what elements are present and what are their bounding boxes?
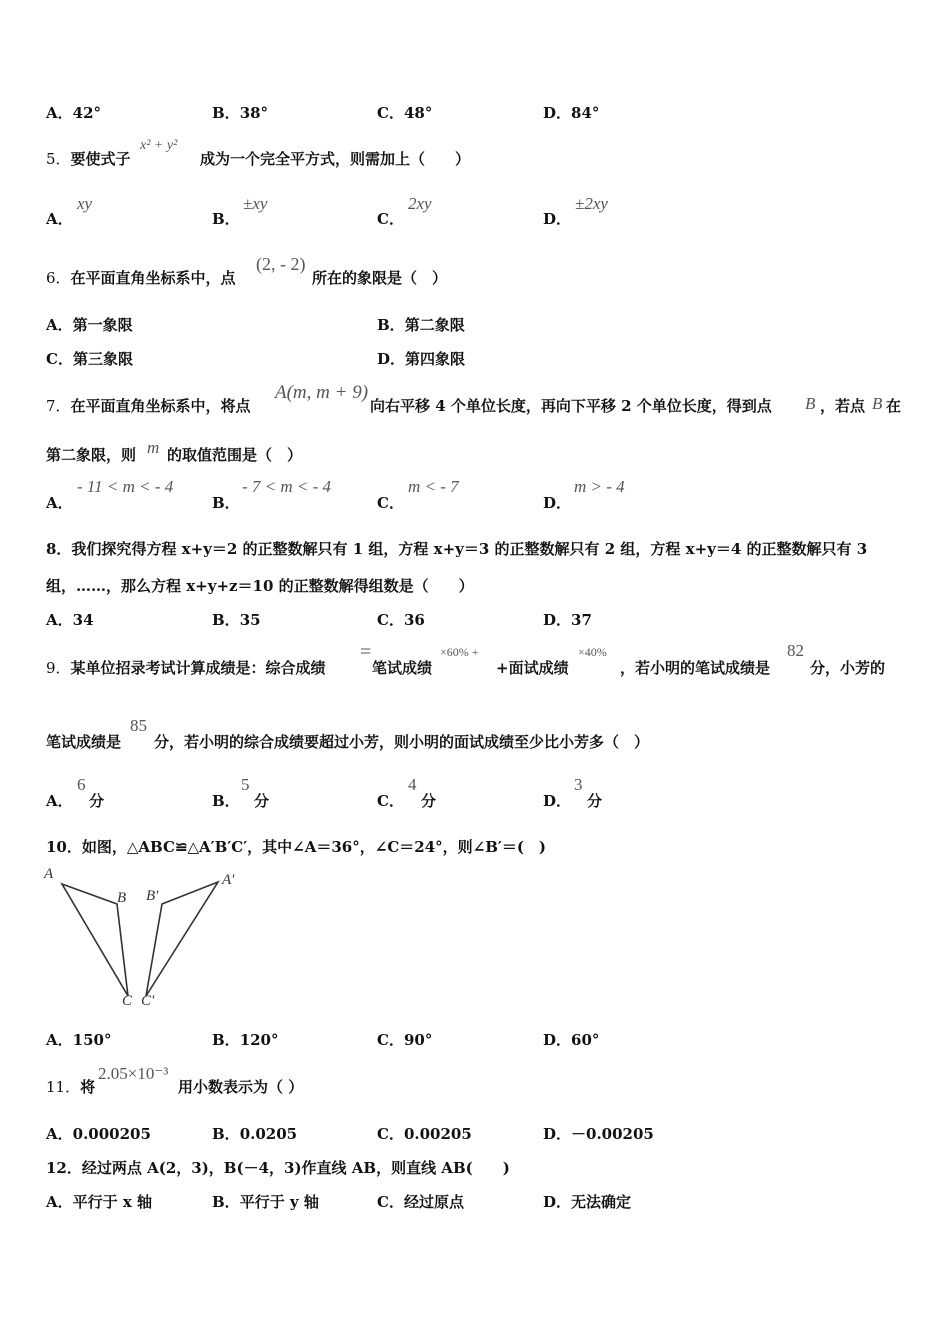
q12-stem: 12．经过两点 A(2，3)，B(－4，3)作直线 AB，则直线 AB( ) [46, 1159, 510, 1177]
q11-stem-end: 用小数表示为（ ） [178, 1078, 304, 1096]
q9-option-b-math: 5 [241, 775, 250, 794]
q12-option-a[interactable]: A．平行于 x 轴 [46, 1193, 153, 1211]
q6-point: (2, - 2) [256, 254, 306, 274]
q9-term-written: 笔试成绩 [372, 659, 433, 677]
label-c-prime: C′ [141, 993, 155, 1009]
q10-triangle-figure [40, 862, 250, 1012]
q5-expression: x² + y² [140, 138, 178, 153]
q9-factor-40: ×40% [578, 645, 607, 659]
label-a: A [44, 866, 54, 882]
q5-option-c-math: 2xy [408, 194, 432, 213]
q9-option-c[interactable]: C． [377, 792, 404, 810]
q7-option-c[interactable]: C． [377, 494, 404, 512]
q9-option-a[interactable]: A． [46, 792, 73, 810]
q9-stem-end: 分，小芳的 [810, 659, 886, 677]
q11-option-c[interactable]: C．0.00205 [377, 1125, 472, 1143]
q5-option-d-math: ±2xy [575, 194, 608, 213]
q9-option-c-unit: 分 [421, 792, 437, 810]
q10-option-b[interactable]: B．120° [212, 1031, 279, 1049]
q8-option-a[interactable]: A．34 [46, 611, 94, 629]
q9-option-b-unit: 分 [254, 792, 270, 810]
q9-stem: 9．某单位招录考试计算成绩是：综合成绩 [46, 659, 326, 677]
q7-point-b-2: B [872, 394, 883, 413]
q9-option-d-math: 3 [574, 775, 583, 794]
q9-option-a-unit: 分 [89, 792, 105, 810]
q8-option-c[interactable]: C．36 [377, 611, 425, 629]
q9-stem-line2: 笔试成绩是 [46, 733, 122, 751]
q7-option-b-math: - 7 < m < - 4 [242, 477, 332, 496]
q5-option-c[interactable]: C． [377, 210, 404, 228]
q4-option-b[interactable]: B．38° [212, 104, 269, 122]
q10-option-a[interactable]: A．150° [46, 1031, 112, 1049]
q10-option-c[interactable]: C．90° [377, 1031, 433, 1049]
q7-stem-line2: 第二象限，则 [46, 446, 137, 464]
q7-option-a-math: - 11 < m < - 4 [77, 477, 174, 496]
q4-option-d[interactable]: D．84° [543, 104, 600, 122]
q7-stem-mid: 向右平移 4 个单位长度，再向下平移 2 个单位长度，得到点 [370, 397, 772, 415]
q7-option-d-math: m > - 4 [574, 477, 625, 496]
q7-option-c-math: m < - 7 [408, 477, 459, 496]
q7-stem-line2-end: 的取值范围是（ ） [167, 446, 303, 464]
q6-option-d[interactable]: D．第四象限 [377, 350, 466, 368]
q11-option-a[interactable]: A．0.000205 [46, 1125, 151, 1143]
q11-expression: 2.05×10⁻³ [98, 1064, 169, 1083]
q9-stem-line2-end: 分，若小明的综合成绩要超过小芳，则小明的面试成绩至少比小芳多（ ） [154, 733, 650, 751]
q9-option-a-math: 6 [77, 775, 86, 794]
q9-term-interview: +面试成绩 [496, 659, 569, 677]
q10-stem: 10．如图，△ABC≌△A′B′C′，其中∠A＝36°，∠C＝24°，则∠B′＝( ) [46, 838, 547, 856]
q5-option-a-math: xy [77, 194, 93, 213]
q7-var: m [147, 438, 160, 457]
q11-stem: 11．将 [46, 1078, 96, 1096]
label-c: C [122, 993, 133, 1009]
q5-option-a[interactable]: A． [46, 210, 73, 228]
q9-factor-60: ×60% + [440, 645, 479, 659]
q7-option-d[interactable]: D． [543, 494, 572, 512]
q11-option-b[interactable]: B．0.0205 [212, 1125, 298, 1143]
q7-point: A(m, m + 9) [275, 382, 369, 403]
q9-equals: = [360, 641, 372, 663]
q6-stem-end: 所在的象限是（ ） [312, 269, 448, 287]
q9-option-c-math: 4 [408, 775, 417, 794]
q7-point-b: B [805, 394, 816, 413]
q7-stem: 7．在平面直角坐标系中，将点 [46, 397, 251, 415]
q11-option-d[interactable]: D．－0.00205 [543, 1125, 654, 1143]
label-b: B [117, 890, 127, 906]
label-a-prime: A′ [222, 872, 235, 888]
q12-option-b[interactable]: B．平行于 y 轴 [212, 1193, 319, 1211]
q9-stem-mid: ，若小明的笔试成绩是 [620, 659, 771, 677]
q8-option-d[interactable]: D．37 [543, 611, 592, 629]
q5-stem-end: 成为一个完全平方式，则需加上（ ） [200, 150, 471, 168]
q6-stem: 6．在平面直角坐标系中，点 [46, 269, 236, 287]
q12-option-c[interactable]: C．经过原点 [377, 1193, 464, 1211]
q5-option-b-math: ±xy [243, 194, 268, 213]
q12-option-d[interactable]: D．无法确定 [543, 1193, 632, 1211]
q9-option-d-unit: 分 [587, 792, 603, 810]
q4-option-c[interactable]: C．48° [377, 104, 433, 122]
q7-option-a[interactable]: A． [46, 494, 73, 512]
q7-stem-mid2: ，若点 [820, 397, 866, 415]
q8-stem-line2: 组，……，那么方程 x+y+z＝10 的正整数解得组数是（ ） [46, 577, 474, 595]
q5-option-d[interactable]: D． [543, 210, 572, 228]
q5-option-b[interactable]: B． [212, 210, 240, 228]
q9-option-d[interactable]: D． [543, 792, 572, 810]
q8-option-b[interactable]: B．35 [212, 611, 261, 629]
q7-stem-end: 在 [886, 397, 902, 415]
q6-option-b[interactable]: B．第二象限 [377, 316, 465, 334]
q7-option-b[interactable]: B． [212, 494, 240, 512]
q9-option-b[interactable]: B． [212, 792, 240, 810]
label-b-prime: B′ [146, 888, 159, 904]
q9-score-85: 85 [130, 716, 147, 735]
q4-option-a[interactable]: A．42° [46, 104, 102, 122]
q10-option-d[interactable]: D．60° [543, 1031, 600, 1049]
q6-option-c[interactable]: C．第三象限 [46, 350, 133, 368]
q8-stem-line1: 8．我们探究得方程 x+y＝2 的正整数解只有 1 组，方程 x+y＝3 的正整数解只有 2 组，方程 x+y＝4 的正整数解只有 3 [46, 540, 868, 558]
q5-stem: 5．要使式子 [46, 150, 131, 168]
q6-option-a[interactable]: A．第一象限 [46, 316, 133, 334]
q9-score-82: 82 [787, 641, 804, 660]
